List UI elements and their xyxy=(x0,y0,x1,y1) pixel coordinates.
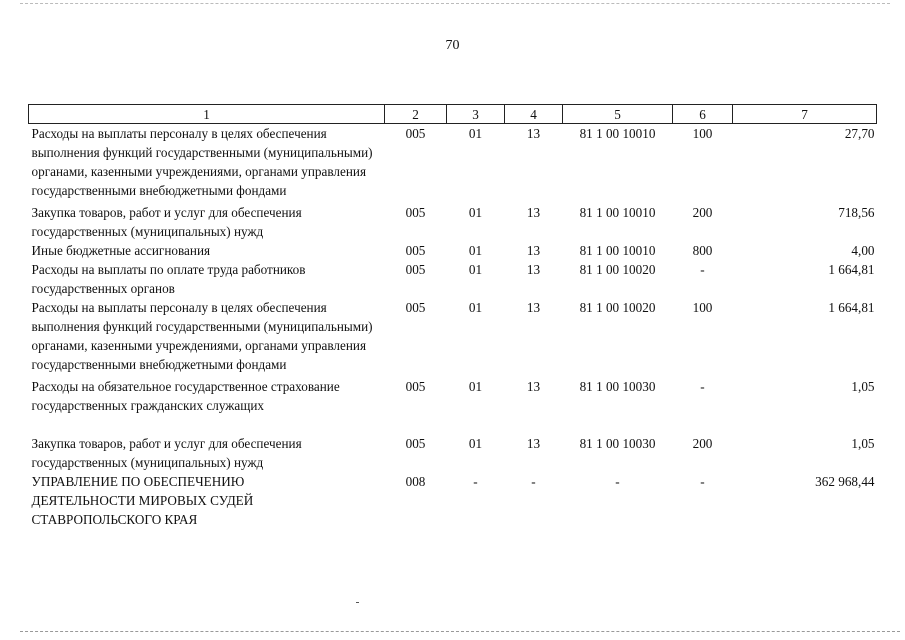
table-row xyxy=(29,374,877,434)
table-row xyxy=(29,241,877,260)
row-type: 200 xyxy=(692,436,713,451)
row-type: 100 xyxy=(692,126,713,141)
row-name: Закупка товаров, работ и услуг для обеспечения государственных (муниципальных) нужд xyxy=(31,205,302,239)
row-subsection: - xyxy=(531,474,536,489)
row-code: 005 xyxy=(405,300,426,315)
row-amount: 27,70 xyxy=(844,126,875,141)
row-type: 100 xyxy=(692,300,713,315)
row-subsection: 13 xyxy=(526,126,541,141)
table-row xyxy=(29,298,877,374)
row-amount: 718,56 xyxy=(838,205,875,220)
header-col-4: 4 xyxy=(505,105,563,124)
row-section: 01 xyxy=(468,205,483,220)
header-col-3: 3 xyxy=(447,105,505,124)
row-type: - xyxy=(700,379,705,394)
row-amount: 1 664,81 xyxy=(828,262,875,277)
row-section: 01 xyxy=(468,262,483,277)
row-code: 005 xyxy=(405,243,426,258)
table-row xyxy=(29,472,877,529)
row-amount: 1,05 xyxy=(851,379,875,394)
row-target: 81 1 00 10030 xyxy=(579,436,656,451)
scan-speck xyxy=(356,602,359,603)
row-type: 800 xyxy=(692,243,713,258)
row-subsection: 13 xyxy=(526,300,541,315)
row-type: - xyxy=(700,262,705,277)
row-code: 005 xyxy=(405,262,426,277)
row-target: 81 1 00 10030 xyxy=(579,379,656,394)
page-number: 70 xyxy=(445,38,460,53)
row-name: Расходы на выплаты персоналу в целях обеспечения выполнения функций государственными (муниципальными) органами, казенными учреждениями, органами управления государственными внебюджетными фондами xyxy=(31,300,373,372)
row-target: 81 1 00 10010 xyxy=(579,243,656,258)
header-col-7: 7 xyxy=(733,105,877,124)
row-subsection: 13 xyxy=(526,262,541,277)
row-type: 200 xyxy=(692,205,713,220)
table-row xyxy=(29,260,877,298)
header-col-6: 6 xyxy=(673,105,733,124)
row-name: Расходы на обязательное государственное страхование государственных гражданских служащих xyxy=(31,379,340,413)
row-target: 81 1 00 10010 xyxy=(579,205,656,220)
table-row xyxy=(29,124,877,201)
row-name: Закупка товаров, работ и услуг для обеспечения государственных (муниципальных) нужд xyxy=(31,436,302,470)
row-amount: 362 968,44 xyxy=(815,474,875,489)
row-target: 81 1 00 10020 xyxy=(579,262,656,277)
scan-top-edge xyxy=(20,3,890,4)
row-section: 01 xyxy=(468,436,483,451)
row-section: 01 xyxy=(468,379,483,394)
table-row xyxy=(29,434,877,472)
row-amount: 1,05 xyxy=(851,436,875,451)
row-amount: 4,00 xyxy=(851,243,875,258)
table-header-row xyxy=(29,105,877,124)
row-section: 01 xyxy=(468,300,483,315)
row-name: Расходы на выплаты персоналу в целях обеспечения выполнения функций государственными (муниципальными) органами, казенными учреждениями, органами управления государственными внебюджетными фондами xyxy=(31,126,373,198)
header-col-1: 1 xyxy=(29,105,385,124)
budget-table xyxy=(28,104,877,529)
row-amount: 1 664,81 xyxy=(828,300,875,315)
row-code: 005 xyxy=(405,126,426,141)
row-type: - xyxy=(700,474,705,489)
table-row xyxy=(29,200,877,241)
row-subsection: 13 xyxy=(526,205,541,220)
header-col-5: 5 xyxy=(563,105,673,124)
row-section: - xyxy=(473,474,478,489)
row-section: 01 xyxy=(468,126,483,141)
row-target: - xyxy=(615,474,620,489)
row-code: 005 xyxy=(405,379,426,394)
row-name: УПРАВЛЕНИЕ ПО ОБЕСПЕЧЕНИЮ ДЕЯТЕЛЬНОСТИ МИРОВЫХ СУДЕЙ СТАВРОПОЛЬСКОГО КРАЯ xyxy=(31,474,254,527)
row-code: 005 xyxy=(405,205,426,220)
header-col-2: 2 xyxy=(385,105,447,124)
row-name: Расходы на выплаты по оплате труда работников государственных органов xyxy=(31,262,306,296)
row-subsection: 13 xyxy=(526,379,541,394)
row-target: 81 1 00 10010 xyxy=(579,126,656,141)
row-subsection: 13 xyxy=(526,436,541,451)
row-subsection: 13 xyxy=(526,243,541,258)
row-name: Иные бюджетные ассигнования xyxy=(31,243,211,258)
row-section: 01 xyxy=(468,243,483,258)
row-target: 81 1 00 10020 xyxy=(579,300,656,315)
row-code: 008 xyxy=(405,474,426,489)
row-code: 005 xyxy=(405,436,426,451)
scan-bottom-edge xyxy=(20,631,900,632)
